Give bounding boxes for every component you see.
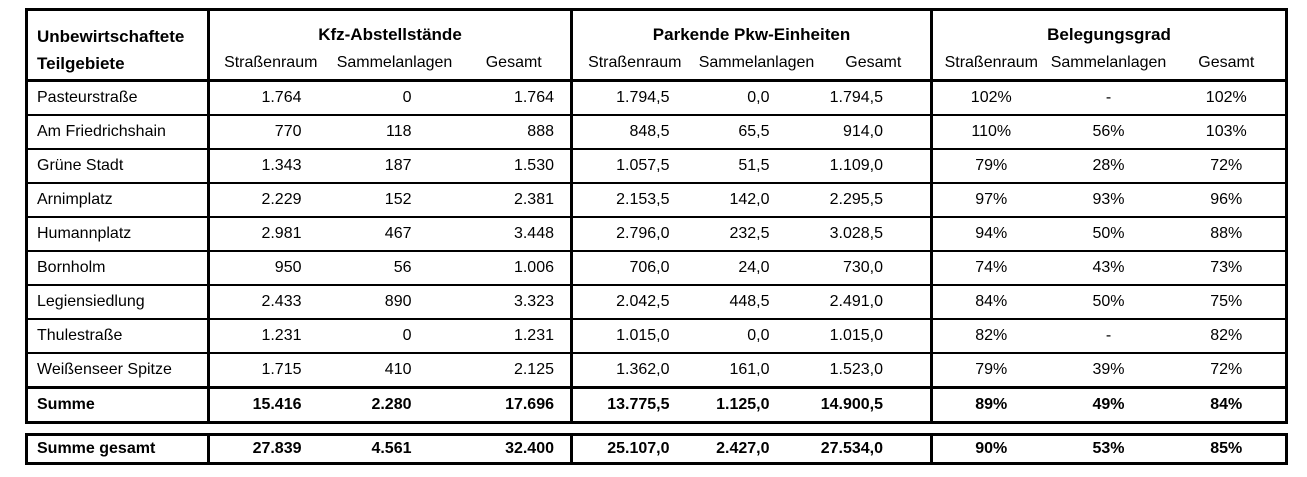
belegung-gesamt-cell: 72%	[1168, 149, 1287, 183]
area-name-cell: Summe	[27, 388, 209, 423]
table-row	[27, 251, 1287, 285]
table-row	[27, 183, 1287, 217]
belegung-strassenraum-cell: 82%	[932, 319, 1050, 353]
table-row	[27, 353, 1287, 388]
kfz-sammelanlagen-cell: 0	[332, 319, 458, 353]
belegung-sammelanlagen-cell: 56%	[1050, 115, 1168, 149]
pkw-sammelanlagen-cell: 161,0	[697, 353, 817, 388]
belegung-gesamt-cell: 88%	[1168, 217, 1287, 251]
belegung-gesamt-cell: 103%	[1168, 115, 1287, 149]
kfz-strassenraum-cell: 1.231	[209, 319, 332, 353]
kfz-sammelanlagen-cell: 187	[332, 149, 458, 183]
belegung-sammelanlagen-cell: -	[1050, 319, 1168, 353]
kfz-gesamt-cell: 17.696	[458, 388, 572, 423]
subheader-belegung-sammelanlagen: Sammelanlagen	[1050, 54, 1167, 71]
area-name-cell: Legiensiedlung	[27, 285, 209, 319]
subheader-pkw-sammelanlagen: Sammelanlagen	[698, 54, 815, 71]
belegung-sammelanlagen-cell: 28%	[1050, 149, 1168, 183]
table-row	[27, 149, 1287, 183]
kfz-sammelanlagen-cell: 890	[332, 285, 458, 319]
belegung-gesamt-cell: 84%	[1168, 388, 1287, 423]
pkw-gesamt-cell: 730,0	[817, 251, 932, 285]
kfz-strassenraum-cell: 2.981	[209, 217, 332, 251]
kfz-strassenraum-cell: 950	[209, 251, 332, 285]
pkw-strassenraum-cell: 2.796,0	[572, 217, 697, 251]
belegung-gesamt-cell: 75%	[1168, 285, 1287, 319]
pkw-strassenraum-cell: 13.775,5	[572, 388, 697, 423]
area-name-cell: Bornholm	[27, 251, 209, 285]
pkw-sammelanlagen-cell: 2.427,0	[716, 440, 770, 457]
pkw-strassenraum-cell: 706,0	[572, 251, 697, 285]
belegung-strassenraum-cell: 74%	[932, 251, 1050, 285]
pkw-strassenraum-cell: 1.057,5	[572, 149, 697, 183]
belegung-sammelanlagen-cell: -	[1050, 81, 1168, 116]
subheader-row	[27, 47, 1287, 81]
kfz-strassenraum-cell: 2.229	[209, 183, 332, 217]
kfz-sammelanlagen-cell: 467	[332, 217, 458, 251]
belegung-sammelanlagen-cell: 50%	[1050, 285, 1168, 319]
pkw-gesamt-cell: 1.523,0	[817, 353, 932, 388]
pkw-gesamt-cell: 27.534,0	[820, 440, 883, 457]
pkw-gesamt-cell: 1.794,5	[817, 81, 932, 116]
belegung-gesamt-cell: 85%	[1210, 440, 1243, 457]
corner-header-cell	[27, 10, 209, 81]
kfz-gesamt-cell: 3.448	[458, 217, 572, 251]
pkw-gesamt-cell: 2.295,5	[817, 183, 932, 217]
pkw-strassenraum-cell: 1.794,5	[572, 81, 697, 116]
belegung-gesamt-cell: 73%	[1168, 251, 1287, 285]
area-name-cell: Pasteurstraße	[27, 81, 209, 116]
pkw-strassenraum-cell: 2.042,5	[572, 285, 697, 319]
kfz-strassenraum-cell: 770	[209, 115, 332, 149]
pkw-sammelanlagen-cell: 0,0	[697, 81, 817, 116]
belegung-gesamt-cell: 102%	[1168, 81, 1287, 116]
pkw-sammelanlagen-cell: 232,5	[697, 217, 817, 251]
belegung-sammelanlagen-cell: 43%	[1050, 251, 1168, 285]
kfz-sammelanlagen-cell: 4.561	[371, 440, 412, 457]
subheader-kfz-gesamt: Gesamt	[485, 54, 542, 71]
subheader-belegung-gesamt: Gesamt	[1198, 54, 1255, 71]
belegung-gesamt-cell: 72%	[1168, 353, 1287, 388]
kfz-gesamt-cell: 2.125	[458, 353, 572, 388]
subheader-belegung-strassenraum: Straßenraum	[932, 47, 1050, 81]
belegung-strassenraum-cell: 102%	[932, 81, 1050, 116]
pkw-strassenraum-cell: 1.362,0	[572, 353, 697, 388]
area-name-cell: Grüne Stadt	[27, 149, 209, 183]
parking-statistics-table	[25, 8, 1288, 424]
kfz-sammelanlagen-cell: 410	[332, 353, 458, 388]
belegung-gesamt-cell: 96%	[1168, 183, 1287, 217]
belegung-sammelanlagen-cell: 93%	[1050, 183, 1168, 217]
table-row	[27, 81, 1287, 116]
kfz-sammelanlagen-cell: 118	[332, 115, 458, 149]
kfz-gesamt-cell: 1.231	[458, 319, 572, 353]
grand-total-table	[25, 433, 1288, 465]
pkw-sammelanlagen-cell: 0,0	[697, 319, 817, 353]
pkw-sammelanlagen-cell: 142,0	[697, 183, 817, 217]
table-row	[27, 115, 1287, 149]
belegung-sammelanlagen-cell: 50%	[1050, 217, 1168, 251]
pkw-gesamt-cell: 3.028,5	[817, 217, 932, 251]
pkw-strassenraum-cell: 2.153,5	[572, 183, 697, 217]
belegung-sammelanlagen-cell: 53%	[1092, 440, 1125, 457]
kfz-strassenraum-cell: 2.433	[209, 285, 332, 319]
kfz-gesamt-cell: 32.400	[505, 440, 554, 457]
corner-header-line1: Unbewirtschaftete	[37, 27, 185, 46]
belegung-strassenraum-cell: 79%	[932, 149, 1050, 183]
belegung-strassenraum-cell: 79%	[932, 353, 1050, 388]
group-header-kfz-abstellstaende: Kfz-Abstellstände	[209, 10, 572, 48]
kfz-strassenraum-cell: 1.715	[209, 353, 332, 388]
pkw-strassenraum-cell: 1.015,0	[572, 319, 697, 353]
kfz-gesamt-cell: 2.381	[458, 183, 572, 217]
kfz-sammelanlagen-cell: 152	[332, 183, 458, 217]
kfz-strassenraum-cell: 15.416	[209, 388, 332, 423]
summe-row	[27, 388, 1287, 423]
pkw-gesamt-cell: 1.109,0	[817, 149, 932, 183]
kfz-gesamt-cell: 888	[458, 115, 572, 149]
kfz-gesamt-cell: 1.006	[458, 251, 572, 285]
belegung-strassenraum-cell: 97%	[932, 183, 1050, 217]
corner-header-line2: Teilgebiete	[37, 54, 125, 73]
kfz-sammelanlagen-cell: 2.280	[332, 388, 458, 423]
kfz-strassenraum-cell: 1.343	[209, 149, 332, 183]
subheader-pkw-strassenraum: Straßenraum	[572, 47, 697, 81]
area-name-cell: Humannplatz	[27, 217, 209, 251]
summe-gesamt-row	[27, 435, 1287, 464]
area-name-cell: Thulestraße	[27, 319, 209, 353]
pkw-sammelanlagen-cell: 51,5	[697, 149, 817, 183]
belegung-sammelanlagen-cell: 39%	[1050, 353, 1168, 388]
area-name-cell: Summe gesamt	[37, 440, 156, 457]
pkw-strassenraum-cell: 25.107,0	[572, 435, 697, 464]
table-row	[27, 319, 1287, 353]
belegung-strassenraum-cell: 89%	[932, 388, 1050, 423]
belegung-strassenraum-cell: 90%	[932, 435, 1050, 464]
belegung-gesamt-cell: 82%	[1168, 319, 1287, 353]
group-header-belegungsgrad: Belegungsgrad	[932, 10, 1287, 48]
pkw-sammelanlagen-cell: 448,5	[697, 285, 817, 319]
pkw-gesamt-cell: 914,0	[817, 115, 932, 149]
pkw-sammelanlagen-cell: 1.125,0	[697, 388, 817, 423]
area-name-cell: Weißenseer Spitze	[27, 353, 209, 388]
subheader-pkw-gesamt: Gesamt	[845, 54, 902, 71]
kfz-strassenraum-cell: 27.839	[209, 435, 332, 464]
kfz-gesamt-cell: 1.764	[458, 81, 572, 116]
group-header-row	[27, 10, 1287, 48]
subheader-kfz-sammelanlagen: Sammelanlagen	[336, 54, 453, 71]
kfz-gesamt-cell: 3.323	[458, 285, 572, 319]
kfz-strassenraum-cell: 1.764	[209, 81, 332, 116]
area-name-cell: Arnimplatz	[27, 183, 209, 217]
table-row	[27, 217, 1287, 251]
belegung-strassenraum-cell: 110%	[932, 115, 1050, 149]
kfz-sammelanlagen-cell: 56	[332, 251, 458, 285]
pkw-strassenraum-cell: 848,5	[572, 115, 697, 149]
pkw-gesamt-cell: 14.900,5	[817, 388, 932, 423]
pkw-gesamt-cell: 2.491,0	[817, 285, 932, 319]
belegung-sammelanlagen-cell: 49%	[1050, 388, 1168, 423]
table-header	[27, 10, 1287, 81]
pkw-gesamt-cell: 1.015,0	[817, 319, 932, 353]
pkw-sammelanlagen-cell: 65,5	[697, 115, 817, 149]
kfz-sammelanlagen-cell: 0	[332, 81, 458, 116]
pkw-sammelanlagen-cell: 24,0	[697, 251, 817, 285]
subheader-kfz-strassenraum: Straßenraum	[209, 47, 332, 81]
group-header-parkende-pkw-einheiten: Parkende Pkw-Einheiten	[572, 10, 932, 48]
belegung-strassenraum-cell: 94%	[932, 217, 1050, 251]
belegung-strassenraum-cell: 84%	[932, 285, 1050, 319]
area-name-cell: Am Friedrichshain	[27, 115, 209, 149]
table-row	[27, 285, 1287, 319]
kfz-gesamt-cell: 1.530	[458, 149, 572, 183]
